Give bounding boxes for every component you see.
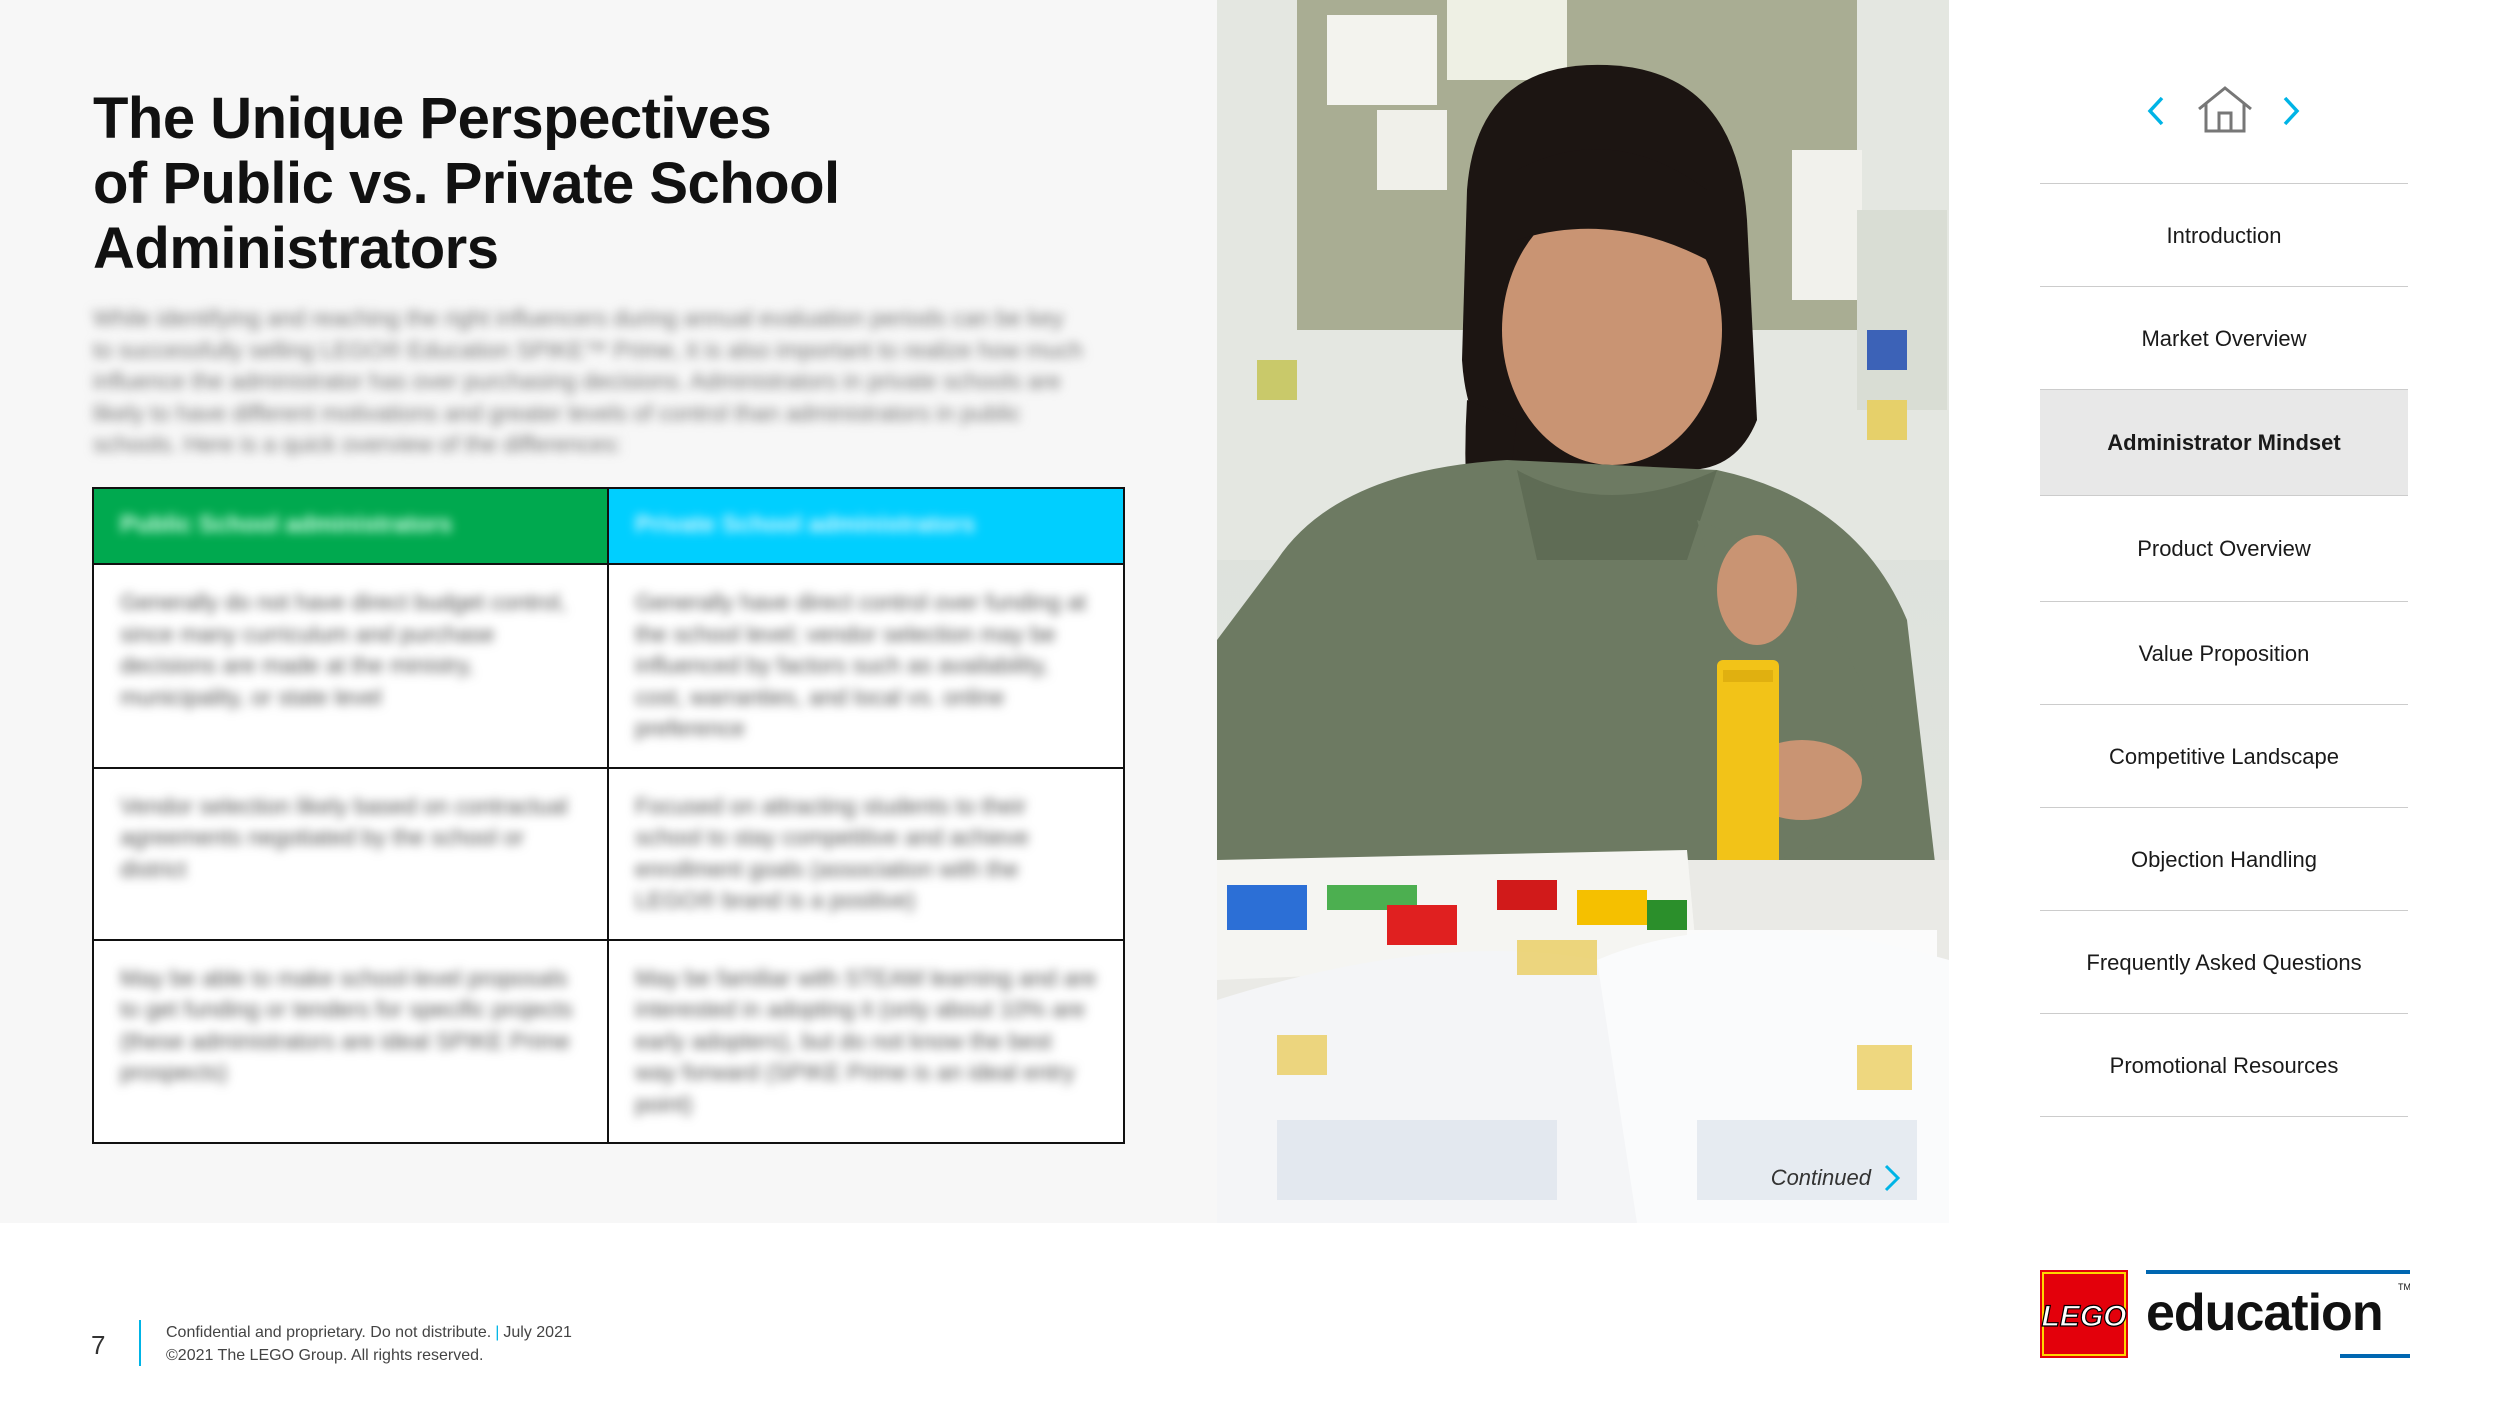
- chevron-right-icon: [1883, 1163, 1901, 1193]
- table-cell: [608, 768, 1124, 940]
- intro-paragraph: While identifying and reaching the right influencers during annual evaluation periods can be key to successfully selling LEGO® Education SPIKE™ Prime, it is also important to realize how much influence the administrator has over purchasing decisions. Administrators in private schools are likely to have different motivations and greater levels of control than administrators in public schools. Here is a quick overview of the differences:: [93, 305, 1083, 457]
- section-nav: [2040, 183, 2408, 1117]
- table-cell: [93, 940, 608, 1144]
- cell-text: Vendor selection likely based on contractual agreements negotiated by the school or district: [120, 792, 568, 882]
- chevron-left-icon[interactable]: [2146, 95, 2166, 127]
- footer-separator: |: [495, 1324, 500, 1341]
- content-panel: [0, 0, 1217, 1223]
- comparison-table: [92, 487, 1125, 1144]
- nav-item-label: Administrator Mindset: [2107, 430, 2341, 455]
- page-number: 7: [91, 1330, 106, 1360]
- nav-item-label: Market Overview: [2141, 325, 2307, 351]
- cell-text: May be familiar with STEAM learning and are interested in adopting it (only about 10% are early adopters), but do not know the best way forward (SPIKE Prime is an ideal entry point): [635, 964, 1097, 1117]
- table-row: [93, 564, 1124, 768]
- cell-text: Generally do not have direct budget control, since many curriculum and purchase decisions are made at the ministry, municipality, or state level: [120, 589, 567, 710]
- lego-education-logo: [2040, 1270, 2410, 1358]
- nav-item-market-overview[interactable]: [2040, 287, 2408, 390]
- nav-item-value-proposition[interactable]: [2040, 602, 2408, 705]
- header-private-label: Private School administrators: [635, 511, 976, 538]
- girl-building-lego-illustration: [1217, 0, 1949, 1223]
- page-title: [93, 86, 993, 281]
- nav-item-introduction[interactable]: [2040, 184, 2408, 287]
- title-line-3: Administrators: [93, 216, 499, 281]
- svg-text:LEGO: LEGO: [2041, 1300, 2127, 1333]
- continued-label: Continued: [1770, 1165, 1871, 1190]
- nav-item-faq[interactable]: [2040, 911, 2408, 1014]
- table-row: [93, 940, 1124, 1144]
- nav-item-label: Objection Handling: [2131, 846, 2317, 872]
- nav-item-objection-handling[interactable]: [2040, 808, 2408, 911]
- home-icon[interactable]: [2196, 85, 2254, 135]
- nav-item-promotional-resources[interactable]: [2040, 1014, 2408, 1117]
- header-public-label: Public School administrators: [120, 511, 453, 538]
- title-line-1: The Unique Perspectives: [93, 86, 772, 151]
- footer-divider: [139, 1320, 141, 1366]
- table-cell: [93, 564, 608, 768]
- nav-item-label: Introduction: [2166, 222, 2282, 248]
- classroom-photo: [1217, 0, 1949, 1223]
- table-cell: [93, 768, 608, 940]
- nav-item-label: Promotional Resources: [2109, 1052, 2339, 1078]
- nav-item-label: Value Proposition: [2138, 640, 2310, 666]
- header-public: [93, 488, 608, 564]
- title-line-2: of Public vs. Private School: [93, 151, 840, 216]
- footer-date: July 2021: [503, 1324, 572, 1341]
- nav-item-label: Product Overview: [2137, 536, 2311, 561]
- svg-text:TM: TM: [2398, 1282, 2410, 1292]
- nav-item-label: Competitive Landscape: [2109, 743, 2339, 769]
- nav-controls: [2135, 85, 2315, 135]
- table-cell: [608, 940, 1124, 1144]
- cell-text: May be able to make school-level proposals to get funding or tenders for specific projects (these administrators are ideal SPIKE Prime prospects): [120, 964, 573, 1085]
- nav-item-competitive-landscape[interactable]: [2040, 705, 2408, 808]
- nav-item-label: Frequently Asked Questions: [2086, 949, 2362, 975]
- header-private: [608, 488, 1124, 564]
- cell-text: Focused on attracting students to their school to stay competitive and achieve enrollment goals (association with the LEGO® brand is a positive): [635, 792, 1029, 913]
- cell-text: Generally have direct control over funding at the school level; vendor selection may be influenced by factors such as availability, cost, warranties, and local vs. online preference: [635, 589, 1087, 741]
- nav-item-product-overview[interactable]: [2040, 496, 2408, 602]
- continued-link[interactable]: [1771, 1163, 1901, 1193]
- copyright: ©2021 The LEGO Group. All rights reserved.: [166, 1347, 484, 1364]
- nav-item-administrator-mindset[interactable]: [2040, 390, 2408, 496]
- chevron-right-icon[interactable]: [2281, 95, 2301, 127]
- svg-text:education: education: [2146, 1284, 2383, 1342]
- confidential-notice: Confidential and proprietary. Do not distribute.: [166, 1324, 492, 1341]
- footer-text: [166, 1321, 572, 1367]
- table-cell: [608, 564, 1124, 768]
- table-row: [93, 768, 1124, 940]
